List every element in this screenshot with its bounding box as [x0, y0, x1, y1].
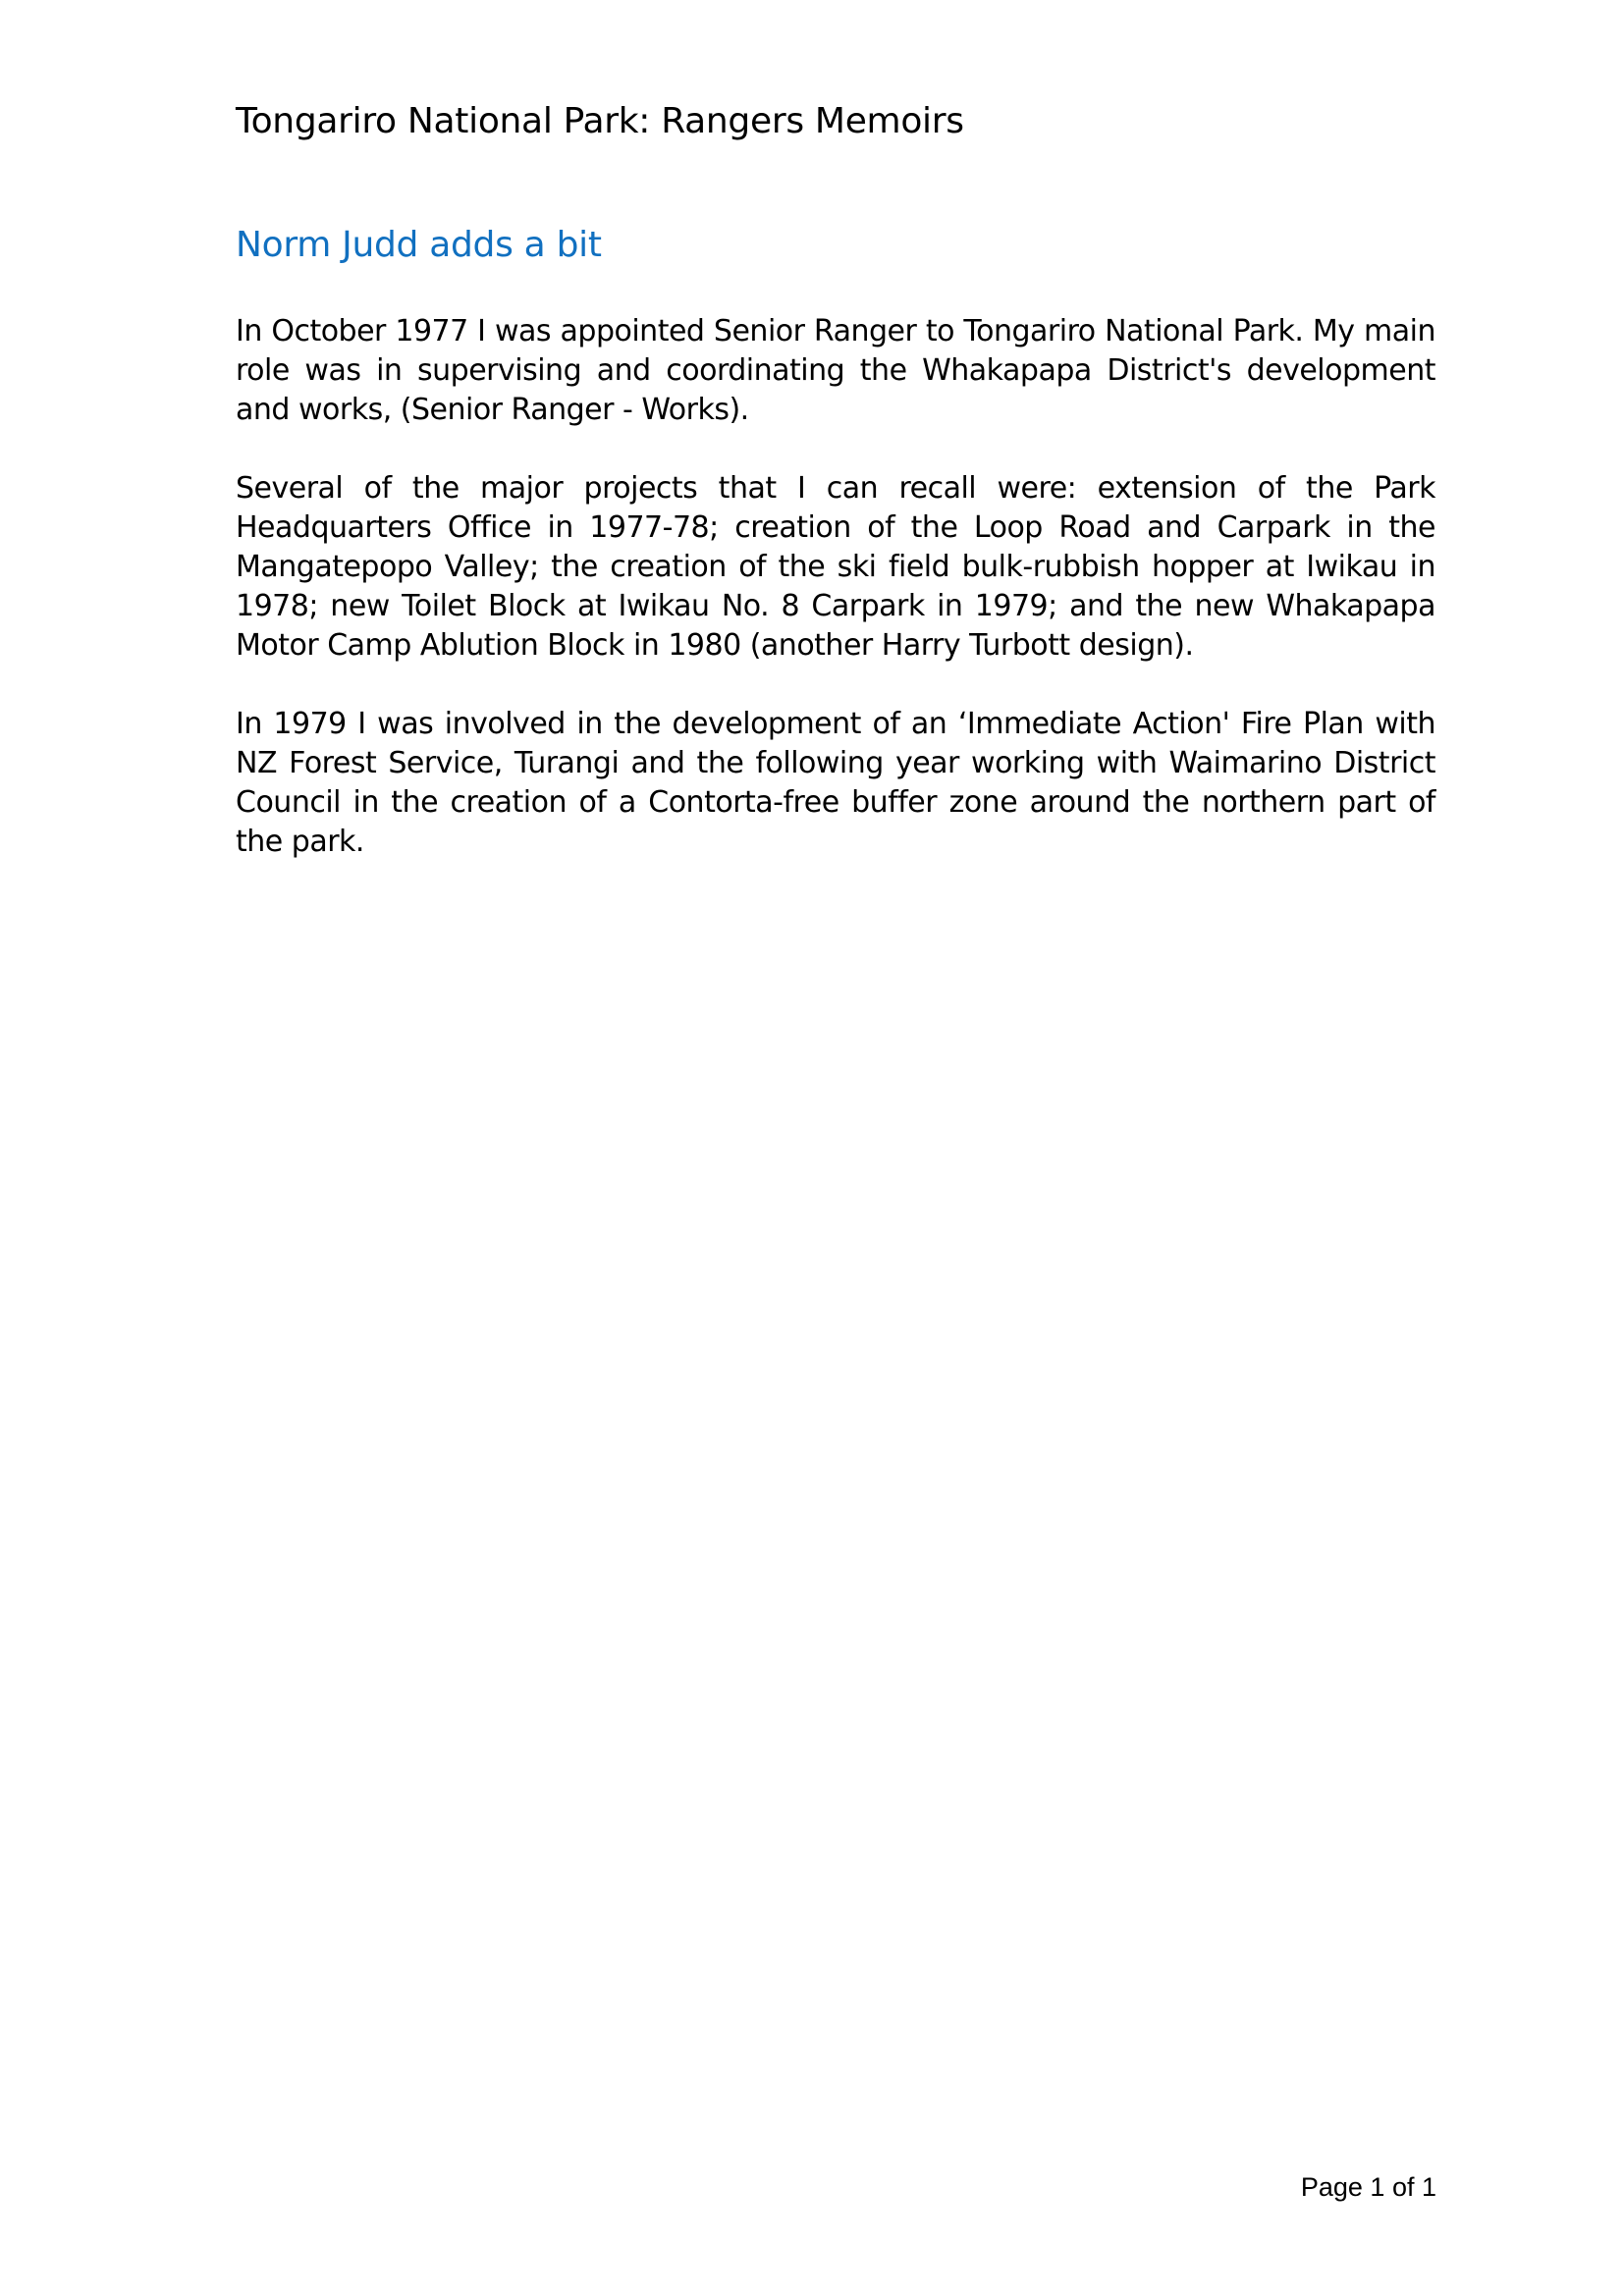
article-heading: Norm Judd adds a bit [236, 225, 602, 265]
article-paragraph-1: In October 1977 I was appointed Senior Ranger to Tongariro National Park. My main role was in supervising and coordinating the Whakapapa District's development and works, (Senior Ranger - Works). [236, 314, 1435, 427]
article-paragraph-2: Several of the major projects that I can recall were: extension of the Park Headquarters Office in 1977-78; creation of the Loop Road and Carpark in the Mangatepopo Valley; the creation of the ski field bulk-rubbish hopper at Iwikau in 1978; new Toilet Block at Iwikau No. 8 Carpark in 1979; and the new Whakapapa Motor Camp Ablution Block in 1980 (another Harry Turbott design). [236, 471, 1435, 663]
page-number: Page 1 of 1 [1300, 2172, 1436, 2202]
article-paragraph-3: In 1979 I was involved in the development of an ‘Immediate Action' Fire Plan with NZ Forest Service, Turangi and the following year working with Waimarino District Council in the creation of a Contorta-free buffer zone around the northern part of the park. [236, 707, 1435, 859]
article-body [236, 312, 1435, 901]
document-header-title: Tongariro National Park: Rangers Memoirs [236, 101, 964, 141]
